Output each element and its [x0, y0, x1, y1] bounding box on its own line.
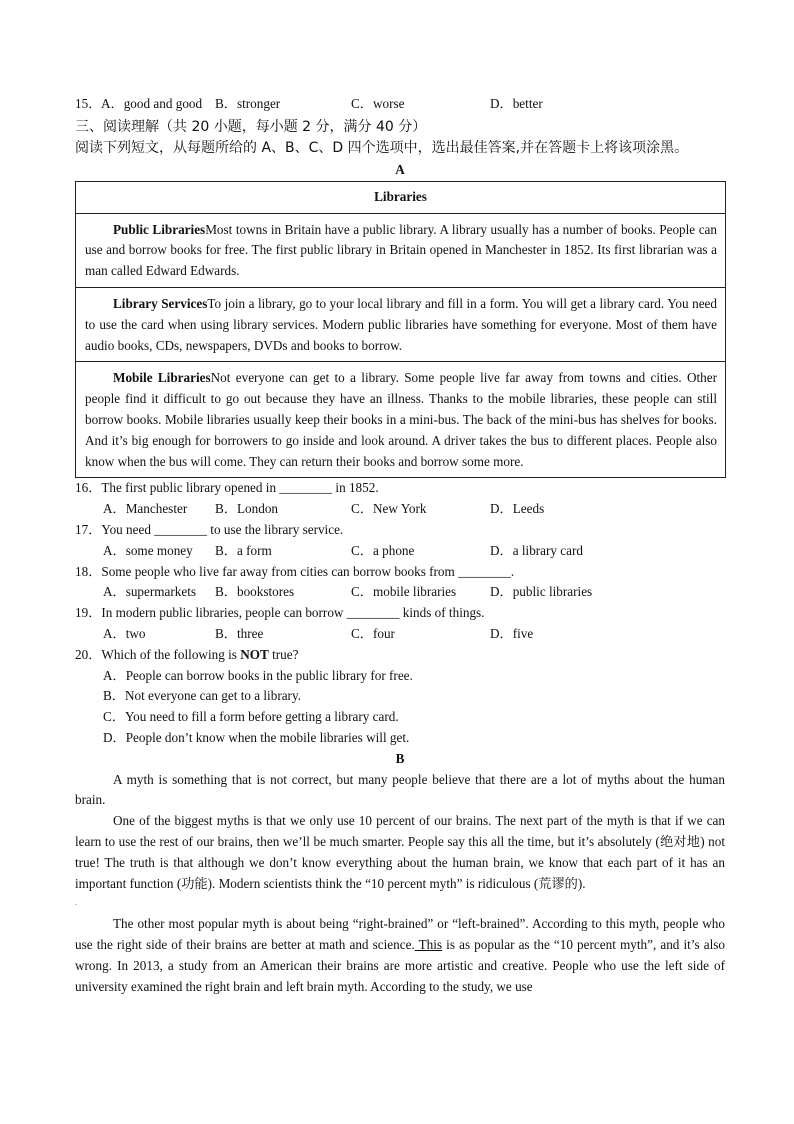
option-d: D．People don’t know when the mobile libraries will get.	[103, 729, 410, 745]
option-b: B．London	[215, 501, 279, 517]
underlined-word: This	[414, 937, 443, 953]
table-title: Libraries	[76, 181, 726, 213]
option-c: C．mobile libraries	[351, 584, 457, 600]
table-row	[76, 362, 726, 478]
option-b: B．three	[215, 625, 264, 641]
question-20	[75, 645, 725, 749]
passage-b-paragraph-1: A myth is something that is not correct, but many people believe that there are a lot of myths about the human brain.	[75, 771, 725, 808]
option-b: B．Not everyone can get to a library.	[103, 688, 301, 704]
row-text: To join a library, go to your local library and fill in a form. You will get a library card. You need to use the card when using library services. Modern public libraries have something for everyone. Most of them have audio books, CDs, newspapers, DVDs and books to borrow.	[85, 295, 717, 353]
option-d: D．a library card	[490, 542, 584, 558]
option-d: D．five	[490, 625, 534, 641]
passage-b-paragraph-2: One of the biggest myths is that we only use 10 percent of our brains. The next part of the myth is that if we can learn to use the rest of our brains, then we’ll be much smarter. People say this all the time, but it’s absolutely (绝对地) not true! The truth is that although we don’t know everything about the human brain, we know that each part of it has an important function (功能). Modern scientists think the “10 percent myth” is ridiculous (荒谬的).	[75, 813, 725, 891]
passage-b-paragraph-3: The other most popular myth is about being “right-brained” or “left-brained”. According to this myth, people who use the right side of their brains are better at math and science. This is as popular as the “10 percent myth”, and it’s also wrong. In 2013, a study from an American their brains are more artistic and creative. People who use the left side of university examined the right brain and left brain myth. According to the study, we use	[75, 916, 725, 994]
row-heading: Mobile Libraries	[113, 370, 211, 386]
option-a: A．People can borrow books in the public library for free.	[103, 667, 413, 683]
question-16	[75, 478, 725, 520]
row-text: Not everyone can get to a library. Some people live far away from towns and cities. Other people find it difficult to go out because they have an illness. Thanks to the mobile libraries, these people can still borrow books. Mobile libraries usually keep their books in a mini-bus. The back of the mini-bus has shelves for books. And it’s big enough for borrowers to go inside and look around. A driver takes the bus to different places. People also know when the bus will come. They can return their books and borrow some more.	[85, 370, 717, 469]
question-19	[75, 603, 725, 645]
option-c: C．a phone	[351, 542, 415, 558]
question-stem: 17．You need ________ to use the library service.	[75, 521, 344, 537]
libraries-table	[75, 181, 726, 479]
question-17	[75, 520, 725, 562]
section-instruction: 阅读下列短文，从每题所给的 A、B、C、D 四个选项中，选出最佳答案,并在答题卡上将该项涂黑。	[75, 139, 689, 156]
q15-option-a: A．good and good	[101, 96, 203, 111]
option-c: C．four	[351, 625, 395, 641]
row-heading: Public Libraries	[113, 221, 206, 237]
row-text: Most towns in Britain have a public library. A library usually has a number of books. People can use and borrow books for free. The first public library in Britain opened in Manchester in 1852. Its first librarian was a man called Edward Edwards.	[85, 221, 717, 279]
passage-a-label: A	[395, 161, 405, 177]
table-row	[76, 213, 726, 287]
exam-page	[75, 94, 725, 997]
option-d: D．public libraries	[490, 584, 593, 600]
question-stem: 18．Some people who live far away from cities can borrow books from ________.	[75, 563, 515, 579]
option-a: A．supermarkets	[103, 584, 197, 600]
option-c: C．New York	[351, 501, 427, 517]
q15-option-b: B．stronger	[215, 96, 281, 111]
stray-mark: .	[75, 897, 78, 908]
passage-b-label: B	[395, 750, 405, 766]
table-row	[76, 287, 726, 361]
q15-number: 15．	[75, 96, 102, 111]
question-18	[75, 562, 725, 604]
option-b: B．a form	[215, 542, 272, 558]
option-c: C．You need to fill a form before getting a library card.	[103, 709, 399, 725]
option-a: A．some money	[103, 542, 193, 558]
row-heading: Library Services	[113, 295, 208, 311]
option-d: D．Leeds	[490, 501, 545, 517]
option-a: A．two	[103, 625, 146, 641]
question-stem: 20．Which of the following is NOT true?	[75, 646, 299, 662]
section-title: 三、阅读理解（共 20 小题，每小题 2 分，满分 40 分）	[75, 118, 427, 135]
question-stem: 19．In modern public libraries, people can borrow ________ kinds of things.	[75, 605, 485, 621]
q15-option-c: C．worse	[351, 96, 405, 111]
q15-option-d: D．better	[490, 96, 543, 111]
question-15	[75, 94, 725, 115]
option-a: A．Manchester	[103, 501, 188, 517]
option-b: B．bookstores	[215, 584, 295, 600]
question-stem: 16．The first public library opened in ________ in 1852.	[75, 480, 379, 496]
